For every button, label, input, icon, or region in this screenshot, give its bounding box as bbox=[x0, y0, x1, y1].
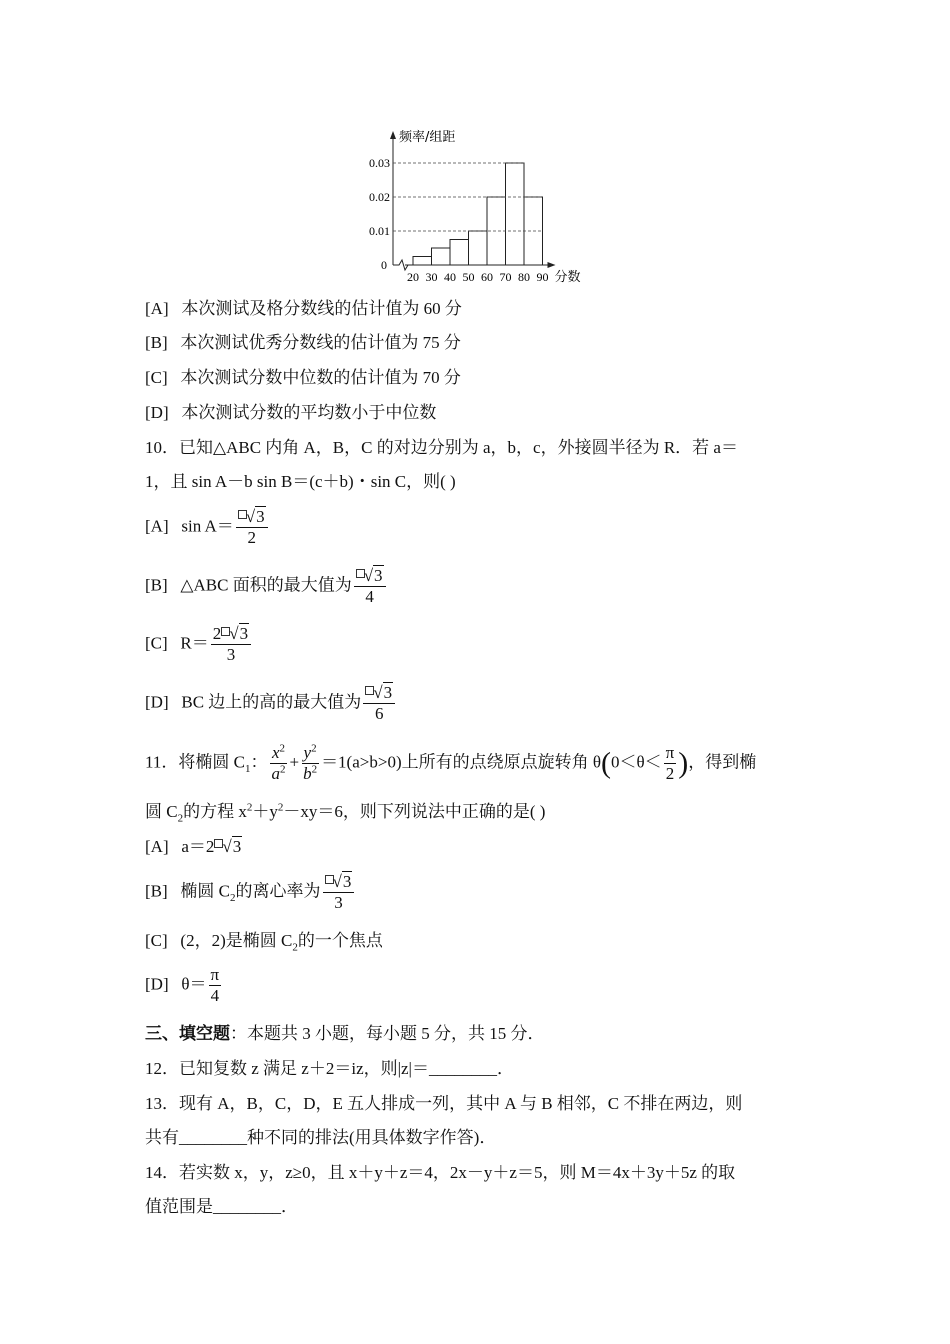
q10-stem-line1 bbox=[145, 437, 738, 459]
fraction: $\frac{√3}{4}$ bbox=[354, 566, 386, 607]
q13-line1 bbox=[145, 1093, 742, 1115]
q11-stem-line1: 11．将椭圆 $C_1$： $\frac{x^2}{a^2}$ + $\frac{y^2}{b^2}$ ＝1(a>b>0)上所有的点绕原点旋转角 θ(0＜θ＜ $\frac{\pi}{2}$ )，得到椭 bbox=[145, 742, 757, 783]
x-axis-arrow-icon bbox=[548, 262, 556, 268]
fraction: $\frac{\pi}{4}$ bbox=[210, 965, 220, 1005]
q9-option-c bbox=[145, 367, 461, 389]
section-3-heading bbox=[145, 1023, 545, 1045]
question-number: 11． bbox=[145, 752, 179, 772]
x-tick-label: 70 bbox=[499, 270, 512, 284]
section-desc: ：本题共 3 小题，每小题 5 分，共 15 分． bbox=[230, 1024, 545, 1043]
q12 bbox=[145, 1058, 514, 1080]
option-label: [A] bbox=[145, 837, 169, 856]
option-text: 本次测试分数的平均数小于中位数 bbox=[181, 403, 437, 422]
y-tick-label: 0.01 bbox=[369, 224, 390, 238]
option-text: (2，2)是椭圆 C bbox=[180, 931, 293, 950]
histogram-bar bbox=[413, 257, 432, 266]
fraction: $\frac{2 √3}{3}$ bbox=[211, 624, 251, 665]
fraction: $\frac{√3}{2}$ bbox=[236, 507, 268, 548]
x-tick-label: 40 bbox=[444, 270, 456, 284]
q10-stem-line2 bbox=[145, 471, 456, 493]
x-tick-label: 60 bbox=[481, 270, 493, 284]
option-text: R＝ bbox=[180, 633, 209, 653]
x-tick-label: 80 bbox=[518, 270, 530, 284]
option-text: BC 边上的高的最大值为 bbox=[181, 692, 362, 712]
q11-option-a: [A] a＝2 √3 bbox=[145, 837, 242, 856]
option-label: [C] bbox=[145, 368, 168, 387]
option-text: θ＝ bbox=[181, 974, 207, 994]
option-text: a＝2 bbox=[181, 837, 215, 856]
q9-option-d bbox=[145, 402, 436, 424]
histogram-bar bbox=[432, 248, 451, 265]
q10-option-c bbox=[145, 624, 253, 665]
x-tick-label: 50 bbox=[462, 270, 475, 284]
fraction: $\frac{√3}{6}$ bbox=[363, 683, 395, 724]
option-label: [D] bbox=[145, 403, 169, 422]
question-text: 已知△ABC 内角 A，B，C 的对边分别为 a，b，c，外接圆半径为 R．若 a＝ bbox=[179, 438, 738, 457]
option-label: [B] bbox=[145, 333, 168, 352]
q13-line2 bbox=[145, 1127, 496, 1149]
y-axis-label: 频率/组距 bbox=[399, 130, 456, 145]
option-label: [D] bbox=[145, 974, 169, 994]
section-title: 三、填空题 bbox=[145, 1024, 230, 1043]
option-label: [C] bbox=[145, 633, 168, 653]
x-tick-label: 30 bbox=[425, 270, 438, 284]
question-number: 10． bbox=[145, 438, 179, 457]
option-text: sin A＝ bbox=[181, 516, 234, 536]
question-number: 12． bbox=[145, 1059, 179, 1078]
fraction: $\frac{√3}{3}$ bbox=[323, 872, 355, 913]
histogram-bar bbox=[506, 163, 525, 265]
option-label: [D] bbox=[145, 692, 169, 712]
option-text: 椭圆 C bbox=[180, 881, 231, 901]
q11-stem-line2: 圆 $C_2$的方程 $x^2+y^2-xy=6$，则下列说法中正确的是( ) bbox=[145, 801, 546, 825]
x-tick-label: 20 bbox=[407, 270, 419, 284]
option-text: 本次测试及格分数线的估计值为 60 分 bbox=[181, 299, 462, 318]
option-text: △ABC 面积的最大值为 bbox=[180, 575, 352, 595]
question-text: 已知复数 z 满足 z＋2＝iz，则|z|＝________． bbox=[179, 1059, 514, 1078]
option-text: 本次测试优秀分数线的估计值为 75 分 bbox=[180, 333, 461, 352]
q14-line2 bbox=[145, 1196, 298, 1218]
fraction-x2-a2: $\frac{x^2}{a^2}$ bbox=[271, 742, 286, 783]
q9-option-a bbox=[145, 298, 462, 320]
histogram-chart bbox=[355, 125, 600, 285]
question-text: 1，且 sin A－b sin B＝(c＋b)・sin C，则( ) bbox=[145, 472, 456, 491]
q11-option-d bbox=[145, 965, 223, 1006]
question-number: 13． bbox=[145, 1094, 179, 1113]
q9-option-b bbox=[145, 332, 461, 354]
x-axis-label: 分数 bbox=[554, 270, 581, 285]
y-tick-label: 0.02 bbox=[369, 190, 390, 204]
origin-label: 0 bbox=[381, 258, 387, 272]
y-axis-arrow-icon bbox=[390, 131, 396, 139]
option-label: [B] bbox=[145, 575, 168, 595]
q10-option-d bbox=[145, 683, 397, 724]
option-label: [B] bbox=[145, 881, 168, 901]
question-text: 值范围是________． bbox=[145, 1197, 298, 1216]
fraction-pi-2: $\frac{\pi}{2}$ bbox=[665, 743, 675, 783]
q14-line1 bbox=[145, 1162, 735, 1184]
option-label: [C] bbox=[145, 931, 168, 950]
histogram-bar bbox=[450, 240, 469, 266]
x-tick-label: 90 bbox=[536, 270, 549, 284]
question-text: 现有 A，B，C，D，E 五人排成一列，其中 A 与 B 相邻，C 不排在两边，则 bbox=[179, 1094, 743, 1113]
option-label: [A] bbox=[145, 299, 169, 318]
question-text: 若实数 x，y，z≥0，且 x＋y＋z＝4，2x－y＋z＝5，则 M＝4x＋3y＋5z 的取 bbox=[179, 1163, 736, 1182]
question-number: 14． bbox=[145, 1163, 179, 1182]
fraction-y2-b2: $\frac{y^2}{b^2}$ bbox=[303, 742, 318, 783]
q11-option-b: [B] 椭圆 $C_2$的离心率为 $\frac{√3}{3}$ bbox=[145, 872, 356, 913]
y-tick-label: 0.03 bbox=[369, 156, 390, 170]
q10-option-b bbox=[145, 566, 388, 607]
option-text: 本次测试分数中位数的估计值为 70 分 bbox=[180, 368, 461, 387]
histogram-bar bbox=[469, 231, 488, 265]
question-text: 共有________种不同的排法(用具体数字作答)． bbox=[145, 1128, 497, 1147]
q10-option-a bbox=[145, 507, 270, 548]
q11-option-c: [C] (2，2)是椭圆 $C_2$的一个焦点 bbox=[145, 931, 383, 954]
option-label: [A] bbox=[145, 516, 169, 536]
